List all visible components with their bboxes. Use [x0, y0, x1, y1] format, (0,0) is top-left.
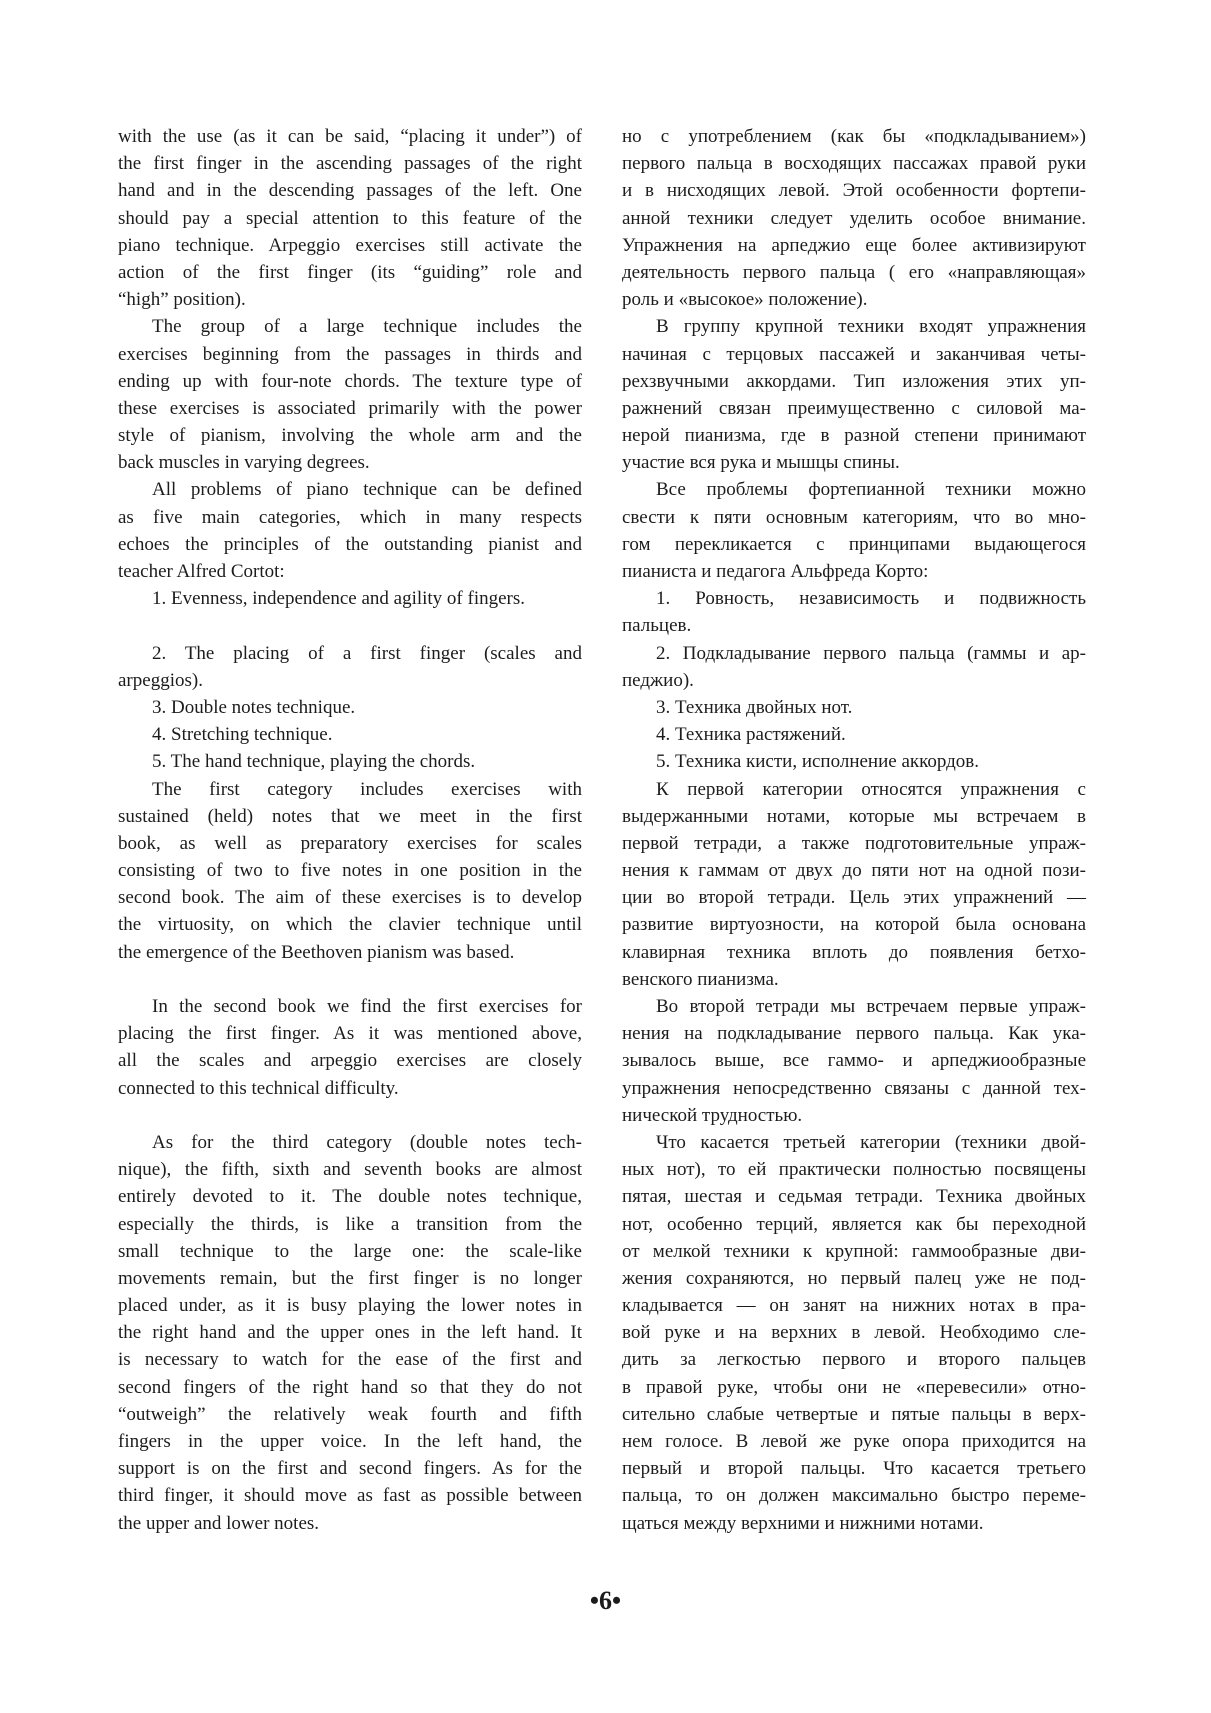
text-line: piano technique. Arpeggio exercises still activate the: [118, 234, 582, 256]
text-line: is necessary to watch for the ease of the first and: [118, 1349, 582, 1371]
english-column: [118, 123, 582, 1537]
text-line: The first category includes exercises with: [152, 778, 582, 800]
text-line: teacher Alfred Cortot:: [118, 561, 285, 582]
text-line: анной техники следует уделить особое внимание.: [622, 207, 1086, 229]
text-line: деятельность первого пальца ( его «направляющая»: [622, 261, 1086, 283]
text-line: the virtuosity, on which the clavier technique until: [118, 914, 582, 936]
text-line: the upper and lower notes.: [118, 1512, 320, 1534]
russian-column: [622, 123, 1086, 1537]
text-line: In the second book we find the first exercises for: [152, 996, 582, 1017]
text-line: дить за легкостью первого и второго пальцев: [622, 1349, 1086, 1371]
text-line: support is on the first and second fingers. As for the: [118, 1458, 582, 1480]
text-line: third finger, it should move as fast as possible between: [118, 1485, 582, 1507]
text-line: нот, особенно терций, является как бы переходной: [622, 1213, 1086, 1235]
page-number: •6•: [589, 1586, 622, 1615]
text-line: нем голосе. В левой же руке опора приходится на: [622, 1431, 1086, 1452]
text-line: “outweigh” the relatively weak fourth and fifth: [118, 1403, 582, 1425]
text-line: all the scales and arpeggio exercises are closely: [118, 1050, 582, 1072]
text-line: сительно слабые четвертые и пятые пальцы в верх-: [622, 1403, 1086, 1425]
text-line: small technique to the large one: the scale-like: [118, 1240, 582, 1262]
text-line: with the use (as it can be said, “placing it under”) of: [118, 126, 582, 147]
text-line: свести к пяти основным категориям, что во мно-: [622, 506, 1086, 528]
text-line: the emergence of the Beethoven pianism was based.: [118, 941, 515, 963]
text-line: the first finger in the ascending passages of the right: [118, 153, 582, 175]
text-line: entirely devoted to it. The double notes technique,: [118, 1186, 582, 1208]
text-line: placing the first finger. As it was mentioned above,: [118, 1023, 582, 1045]
text-line: style of pianism, involving the whole arm and the: [118, 425, 582, 447]
text-line: hand and in the descending passages of the left. One: [118, 180, 582, 202]
text-line: от мелкой техники к крупной: гаммообразные дви-: [622, 1240, 1086, 1262]
text-line: especially the thirds, is like a transition from the: [118, 1213, 582, 1235]
text-line: 5. The hand technique, playing the chords.: [152, 751, 476, 773]
text-line: arpeggios).: [118, 669, 203, 691]
text-line: consisting of two to five notes in one position in the: [118, 860, 582, 882]
text-line: нерой пианизма, где в разной степени принимают: [622, 425, 1086, 447]
text-line: начиная с терцовых пассажей и заканчивая четы-: [622, 343, 1086, 365]
text-line: вой руке и на верхних в левой. Необходимо сле-: [622, 1322, 1086, 1344]
text-line: sustained (held) notes that we meet in the first: [118, 805, 582, 827]
text-line: первой тетради, а также подготовительные упраж-: [622, 832, 1086, 854]
text-line: connected to this technical difficulty.: [118, 1077, 399, 1099]
text-line: К первой категории относятся упражнения с: [656, 778, 1086, 800]
text-line: book, as well as preparatory exercises for scales: [118, 832, 582, 854]
text-line: Упражнения на арпеджио еще более активизируют: [622, 234, 1086, 256]
text-line: 2. The placing of a first finger (scales and: [152, 642, 582, 664]
text-line: 2. Подкладывание первого пальца (гаммы и ар-: [656, 642, 1086, 664]
text-line: В группу крупной техники входят упражнения: [656, 316, 1086, 338]
blank-line: [118, 966, 582, 993]
text-line: клавирная техника вплоть до появления бетхо-: [622, 941, 1086, 963]
text-line: The group of a large technique includes the: [152, 316, 582, 338]
text-line: 1. Ровность, независимость и подвижность: [656, 588, 1086, 610]
text-line: пятая, шестая и седьмая тетради. Техника двойных: [622, 1186, 1086, 1208]
text-line: гом перекликается с принципами выдающегося: [622, 533, 1086, 555]
text-line: 3. Техника двойных нот.: [656, 696, 853, 718]
text-line: echoes the principles of the outstanding pianist and: [118, 533, 582, 555]
text-line: 4. Stretching technique.: [152, 724, 333, 746]
text-line: первого пальца в восходящих пассажах правой руки: [622, 153, 1086, 175]
text-line: пальцев.: [622, 615, 692, 637]
text-line: ных нот), то ей практически полностью посвящены: [622, 1159, 1086, 1181]
text-line: 1. Evenness, independence and agility of fingers.: [152, 588, 526, 610]
blank-line: [118, 612, 582, 639]
text-line: 3. Double notes technique.: [152, 696, 356, 718]
text-line: и в нисходящих левой. Этой особенности фортепи-: [622, 180, 1086, 202]
text-line: зывалось выше, все гаммо- и арпеджиообразные: [622, 1050, 1086, 1072]
text-line: пианиста и педагога Альфреда Корто:: [622, 561, 929, 582]
text-line: these exercises is associated primarily with the power: [118, 397, 582, 419]
text-line: As for the third category (double notes tech-: [152, 1131, 582, 1153]
text-line: exercises beginning from the passages in thirds and: [118, 343, 582, 365]
text-line: 4. Техника растяжений.: [656, 724, 846, 746]
text-line: as five main categories, which in many respects: [118, 506, 582, 528]
text-line: placed under, as it is busy playing the lower notes in: [118, 1295, 582, 1317]
text-line: fingers in the upper voice. In the left hand, the: [118, 1431, 582, 1452]
text-line: movements remain, but the first finger is no longer: [118, 1267, 582, 1289]
text-line: жения сохраняются, но первый палец уже не под-: [622, 1267, 1086, 1289]
text-line: back muscles in varying degrees.: [118, 452, 370, 474]
text-line: second fingers of the right hand so that they do not: [118, 1376, 582, 1398]
text-line: action of the first finger (its “guiding” role and: [118, 261, 582, 283]
text-line: ending up with four-note chords. The texture type of: [118, 370, 582, 392]
text-line: развитие виртуозности, на которой была основана: [622, 914, 1086, 936]
text-line: кладывается — он занят на нижних нотах в пра-: [622, 1295, 1086, 1317]
text-line: Все проблемы фортепианной техники можно: [656, 479, 1086, 501]
text-line: но с употреблением (как бы «подкладыванием»): [622, 126, 1086, 147]
text-line: should pay a special attention to this feature of the: [118, 207, 582, 229]
text-line: участие вся рука и мышцы спины.: [622, 452, 900, 474]
text-line: nique), the fifth, sixth and seventh books are almost: [118, 1159, 582, 1181]
text-line: second book. The aim of these exercises is to develop: [118, 887, 582, 909]
text-line: рехзвучными аккордами. Тип изложения этих уп-: [622, 370, 1086, 392]
text-line: нения на подкладывание первого пальца. Как ука-: [622, 1023, 1086, 1045]
text-line: All problems of piano technique can be defined: [152, 479, 582, 501]
text-line: роль и «высокое» положение).: [622, 289, 868, 311]
text-line: упражнения непосредственно связаны с данной тех-: [622, 1077, 1086, 1099]
text-line: “high” position).: [118, 289, 246, 311]
text-line: 5. Техника кисти, исполнение аккордов.: [656, 751, 980, 773]
blank-line: [118, 1102, 582, 1129]
text-line: нической трудностью.: [622, 1104, 803, 1126]
text-line: the right hand and the upper ones in the left hand. It: [118, 1322, 582, 1344]
text-line: педжио).: [622, 669, 694, 691]
text-line: пальца, то он должен максимально быстро переме-: [622, 1485, 1086, 1507]
text-line: щаться между верхними и нижними нотами.: [622, 1512, 984, 1534]
text-line: первый и второй пальцы. Что касается третьего: [622, 1458, 1086, 1480]
text-line: в правой руке, чтобы они не «перевесили» отно-: [622, 1376, 1086, 1398]
text-line: венского пианизма.: [622, 968, 779, 990]
text-line: нения к гаммам от двух до пяти нот на одной пози-: [622, 860, 1086, 882]
text-line: Во второй тетради мы встречаем первые упраж-: [656, 996, 1086, 1017]
text-line: Что касается третьей категории (техники двой-: [656, 1131, 1086, 1153]
text-line: ции во второй тетради. Цель этих упражнений —: [622, 887, 1086, 909]
text-line: ражнений связан преимущественно с силовой ма-: [622, 397, 1086, 419]
text-line: выдержанными нотами, которые мы встречаем в: [622, 805, 1086, 827]
